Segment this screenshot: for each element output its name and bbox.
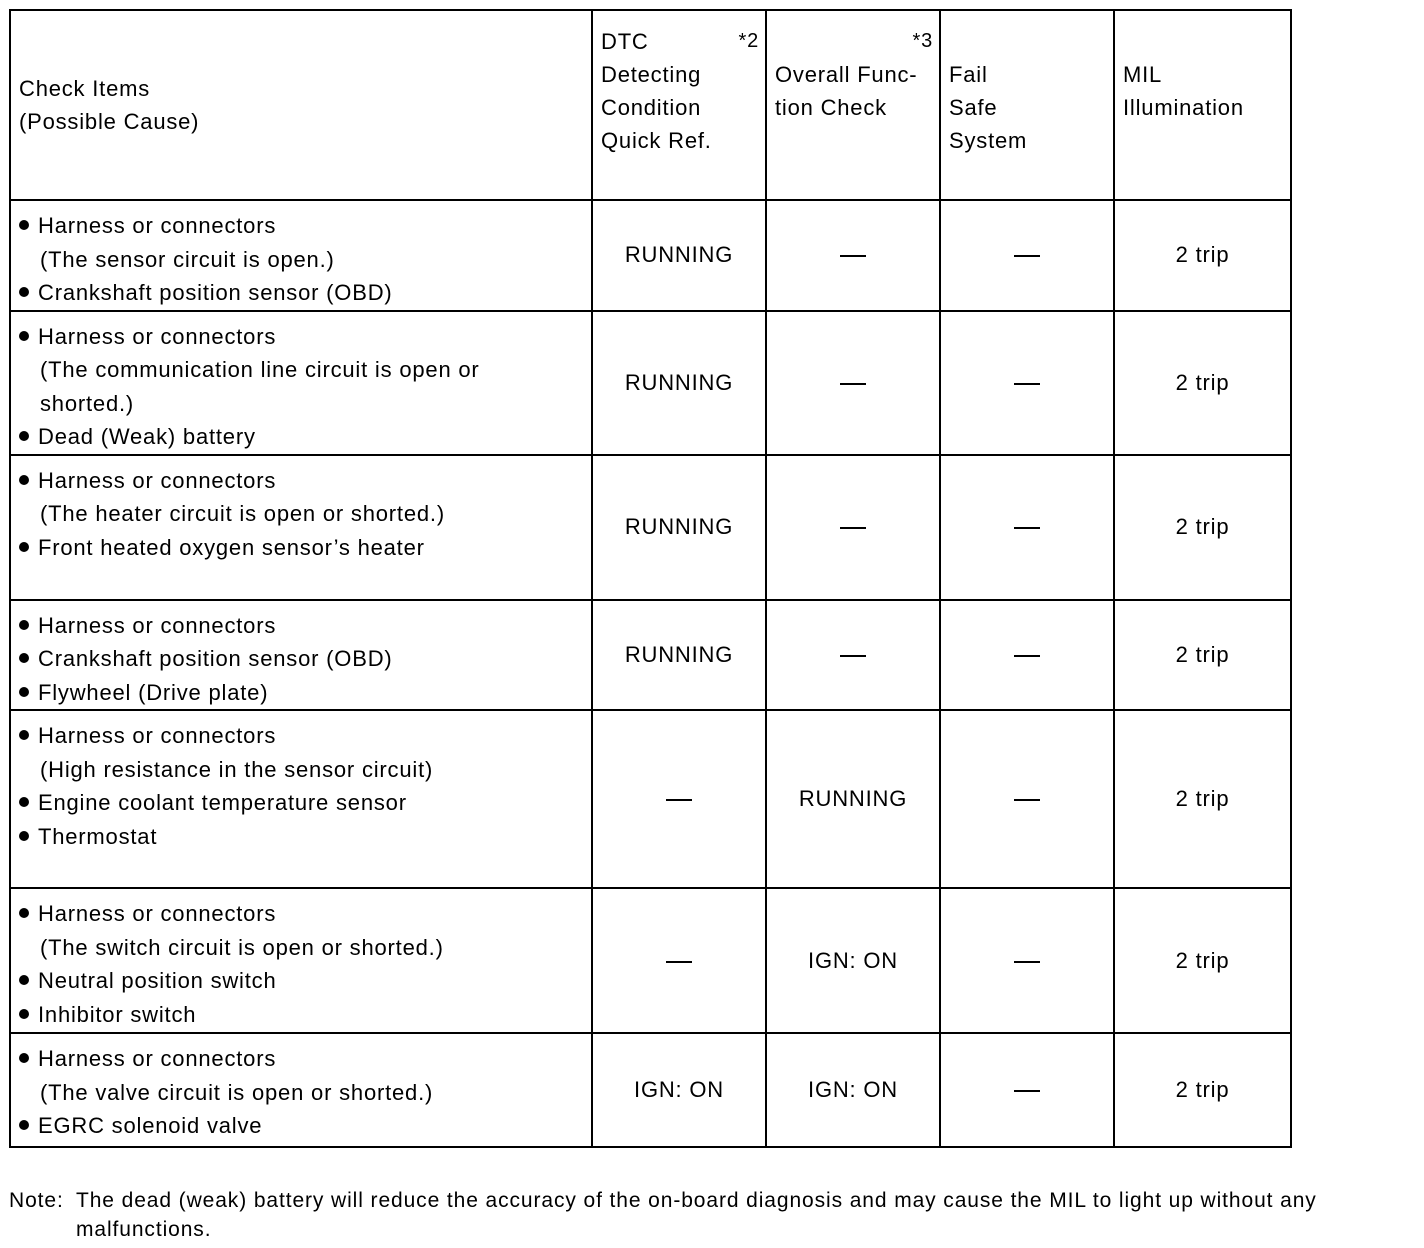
cell-value: 2 trip	[1175, 947, 1230, 973]
fail-safe-cell	[940, 600, 1114, 711]
fail-safe-cell	[940, 1033, 1114, 1147]
header-dtc-quick-ref	[592, 10, 766, 200]
dash-value	[840, 255, 866, 257]
mil-illumination-cell	[1114, 710, 1291, 888]
dash-value	[1014, 383, 1040, 385]
dash-value	[1014, 1090, 1040, 1092]
bullet-icon	[19, 1009, 29, 1019]
header-fail-safe-line	[949, 25, 1105, 58]
dtc-quick-ref-cell	[592, 311, 766, 455]
header-check-items	[10, 10, 592, 200]
check-item-text: Front heated oxygen sensor’s heater	[38, 534, 425, 560]
check-item	[19, 964, 583, 998]
check-item-text: Harness or connectors	[38, 467, 277, 493]
cell-value: 2 trip	[1175, 242, 1230, 268]
check-item	[19, 1042, 583, 1076]
cell-value: 2 trip	[1175, 786, 1230, 811]
overall-function-check-cell	[766, 1033, 940, 1147]
fail-safe-cell	[940, 710, 1114, 888]
check-item	[19, 786, 583, 820]
fail-safe-cell	[940, 200, 1114, 311]
check-item	[19, 1109, 583, 1143]
check-item-text: Harness or connectors	[38, 213, 277, 238]
check-item-text: (The communication line circuit is open or	[40, 357, 480, 382]
overall-function-check-cell	[766, 888, 940, 1033]
bullet-icon	[19, 431, 29, 441]
bullet-icon	[19, 620, 29, 630]
overall-function-check-cell	[766, 710, 940, 888]
bullet-icon	[19, 653, 29, 663]
check-item-detail	[19, 753, 583, 787]
check-item	[19, 609, 583, 643]
table-row	[10, 710, 1291, 888]
check-item-text: (The heater circuit is open or shorted.)	[40, 501, 445, 526]
header-overall-line: tion Check	[775, 95, 887, 120]
check-item-text: Flywheel (Drive plate)	[38, 679, 269, 705]
check-item	[19, 320, 583, 354]
dtc-quick-ref-cell	[592, 600, 766, 711]
table-header-row	[10, 10, 1291, 200]
check-item-detail	[19, 243, 583, 277]
dash-value	[1014, 799, 1040, 801]
footnote-ref-3: *3	[912, 30, 933, 52]
table-row	[10, 455, 1291, 600]
check-item-text: (The sensor circuit is open.)	[40, 246, 335, 272]
check-item-text: (High resistance in the sensor circuit)	[40, 756, 434, 782]
dash-value	[840, 527, 866, 529]
bullet-icon	[19, 331, 29, 341]
cell-value: 2 trip	[1175, 369, 1230, 395]
bullet-icon	[19, 687, 29, 697]
mil-illumination-cell	[1114, 200, 1291, 311]
header-fail-safe-line: Fail	[949, 62, 988, 87]
footnote-ref-2: *2	[738, 30, 759, 52]
bullet-icon	[19, 730, 29, 740]
dtc-quick-ref-cell	[592, 710, 766, 888]
check-item-detail	[19, 931, 583, 965]
dtc-quick-ref-cell	[592, 1033, 766, 1147]
check-item-detail	[19, 497, 583, 531]
header-mil-line: Illumination	[1123, 95, 1244, 120]
table-row	[10, 888, 1291, 1033]
check-item-text: Harness or connectors	[38, 901, 277, 926]
header-overall-line	[775, 25, 931, 58]
table-row	[10, 1033, 1291, 1147]
check-item	[19, 464, 583, 498]
table-row	[10, 311, 1291, 455]
check-item-text: Crankshaft position sensor (OBD)	[38, 646, 393, 671]
check-item-text: (The switch circuit is open or shorted.)	[40, 934, 444, 960]
fail-safe-cell	[940, 455, 1114, 600]
cell-value: 2 trip	[1175, 514, 1230, 539]
bullet-icon	[19, 797, 29, 807]
check-items-cell	[10, 888, 592, 1033]
cell-value: 2 trip	[1175, 641, 1230, 667]
header-fail-safe-line: Safe	[949, 95, 998, 120]
overall-function-check-cell	[766, 455, 940, 600]
check-item-text: Neutral position switch	[38, 968, 277, 993]
check-item	[19, 276, 583, 310]
header-mil-illumination	[1114, 10, 1291, 200]
bullet-icon	[19, 220, 29, 230]
header-dtc-line: DTC	[601, 29, 649, 54]
overall-function-check-cell	[766, 200, 940, 311]
mil-illumination-cell	[1114, 888, 1291, 1033]
bullet-icon	[19, 975, 29, 985]
bullet-icon	[19, 1120, 29, 1130]
header-overall-function-check	[766, 10, 940, 200]
cell-value: RUNNING	[624, 641, 734, 667]
check-item	[19, 719, 583, 753]
dtc-quick-ref-cell	[592, 200, 766, 311]
check-item	[19, 642, 583, 676]
check-item-text: shorted.)	[40, 390, 135, 416]
check-item-text: Engine coolant temperature sensor	[38, 790, 407, 815]
check-item	[19, 998, 583, 1032]
table-row	[10, 600, 1291, 711]
header-dtc-line: Detecting	[601, 62, 702, 87]
overall-function-check-cell	[766, 311, 940, 455]
check-item-text: Thermostat	[38, 823, 158, 849]
header-mil-line	[1123, 25, 1282, 58]
check-item	[19, 420, 583, 454]
footnote	[9, 1186, 1419, 1244]
check-item-detail	[19, 1076, 583, 1110]
check-item	[19, 209, 583, 243]
header-mil-line: MIL	[1123, 62, 1163, 87]
cell-value: RUNNING	[798, 786, 908, 811]
check-item-text: Dead (Weak) battery	[38, 424, 256, 449]
bullet-icon	[19, 831, 29, 841]
check-item-text: Harness or connectors	[38, 612, 277, 638]
dtc-quick-ref-cell	[592, 455, 766, 600]
header-dtc-line: Quick Ref.	[601, 128, 712, 153]
check-items-cell	[10, 200, 592, 311]
cell-value: IGN: ON	[634, 1077, 724, 1102]
check-item-text: Harness or connectors	[38, 1046, 277, 1071]
dtc-quick-ref-cell	[592, 888, 766, 1033]
check-item-text: Harness or connectors	[38, 323, 277, 349]
header-check-items-line: (Possible Cause)	[19, 109, 200, 134]
check-item-detail	[19, 387, 583, 421]
check-item-detail	[19, 353, 583, 387]
table-row	[10, 200, 1291, 311]
check-item	[19, 820, 583, 854]
note-label: Note:	[9, 1189, 64, 1212]
cell-value: IGN: ON	[808, 1077, 898, 1102]
dash-value	[840, 383, 866, 385]
check-item	[19, 676, 583, 710]
overall-function-check-cell	[766, 600, 940, 711]
dash-value	[1014, 255, 1040, 257]
header-dtc-line: Condition	[601, 95, 702, 120]
check-items-cell	[10, 600, 592, 711]
mil-illumination-cell	[1114, 311, 1291, 455]
bullet-icon	[19, 1053, 29, 1063]
header-fail-safe-system	[940, 10, 1114, 200]
check-item-text: EGRC solenoid valve	[38, 1113, 263, 1138]
bullet-icon	[19, 475, 29, 485]
check-items-cell	[10, 455, 592, 600]
dash-value	[1014, 527, 1040, 529]
dash-value	[666, 961, 692, 963]
check-item-text: Inhibitor switch	[38, 1001, 197, 1027]
check-item-text: Crankshaft position sensor (OBD)	[38, 280, 393, 305]
cell-value: RUNNING	[624, 242, 734, 268]
check-items-cell	[10, 710, 592, 888]
check-item	[19, 531, 583, 565]
dash-value	[666, 799, 692, 801]
mil-illumination-cell	[1114, 600, 1291, 711]
mil-illumination-cell	[1114, 1033, 1291, 1147]
bullet-icon	[19, 287, 29, 297]
header-check-items-line: Check Items	[19, 76, 151, 101]
dash-value	[1014, 655, 1040, 657]
cell-value: RUNNING	[624, 369, 734, 395]
header-overall-line: Overall Func-	[775, 62, 918, 87]
bullet-icon	[19, 542, 29, 552]
header-fail-safe-line: System	[949, 128, 1028, 153]
dash-value	[1014, 961, 1040, 963]
note-text: The dead (weak) battery will reduce the accuracy of the on-board diagnosis and may cause the MIL to light up without any malfunctions.	[76, 1189, 1317, 1241]
fail-safe-cell	[940, 888, 1114, 1033]
cell-value: RUNNING	[624, 514, 734, 539]
check-item-text: Harness or connectors	[38, 723, 277, 748]
check-item	[19, 897, 583, 931]
cell-value: 2 trip	[1175, 1077, 1230, 1102]
check-items-cell	[10, 1033, 592, 1147]
cell-value: IGN: ON	[808, 947, 898, 973]
check-items-cell	[10, 311, 592, 455]
bullet-icon	[19, 908, 29, 918]
mil-illumination-cell	[1114, 455, 1291, 600]
fail-safe-cell	[940, 311, 1114, 455]
check-item-text: (The valve circuit is open or shorted.)	[40, 1079, 434, 1105]
dtc-check-table	[9, 9, 1292, 1148]
dash-value	[840, 655, 866, 657]
